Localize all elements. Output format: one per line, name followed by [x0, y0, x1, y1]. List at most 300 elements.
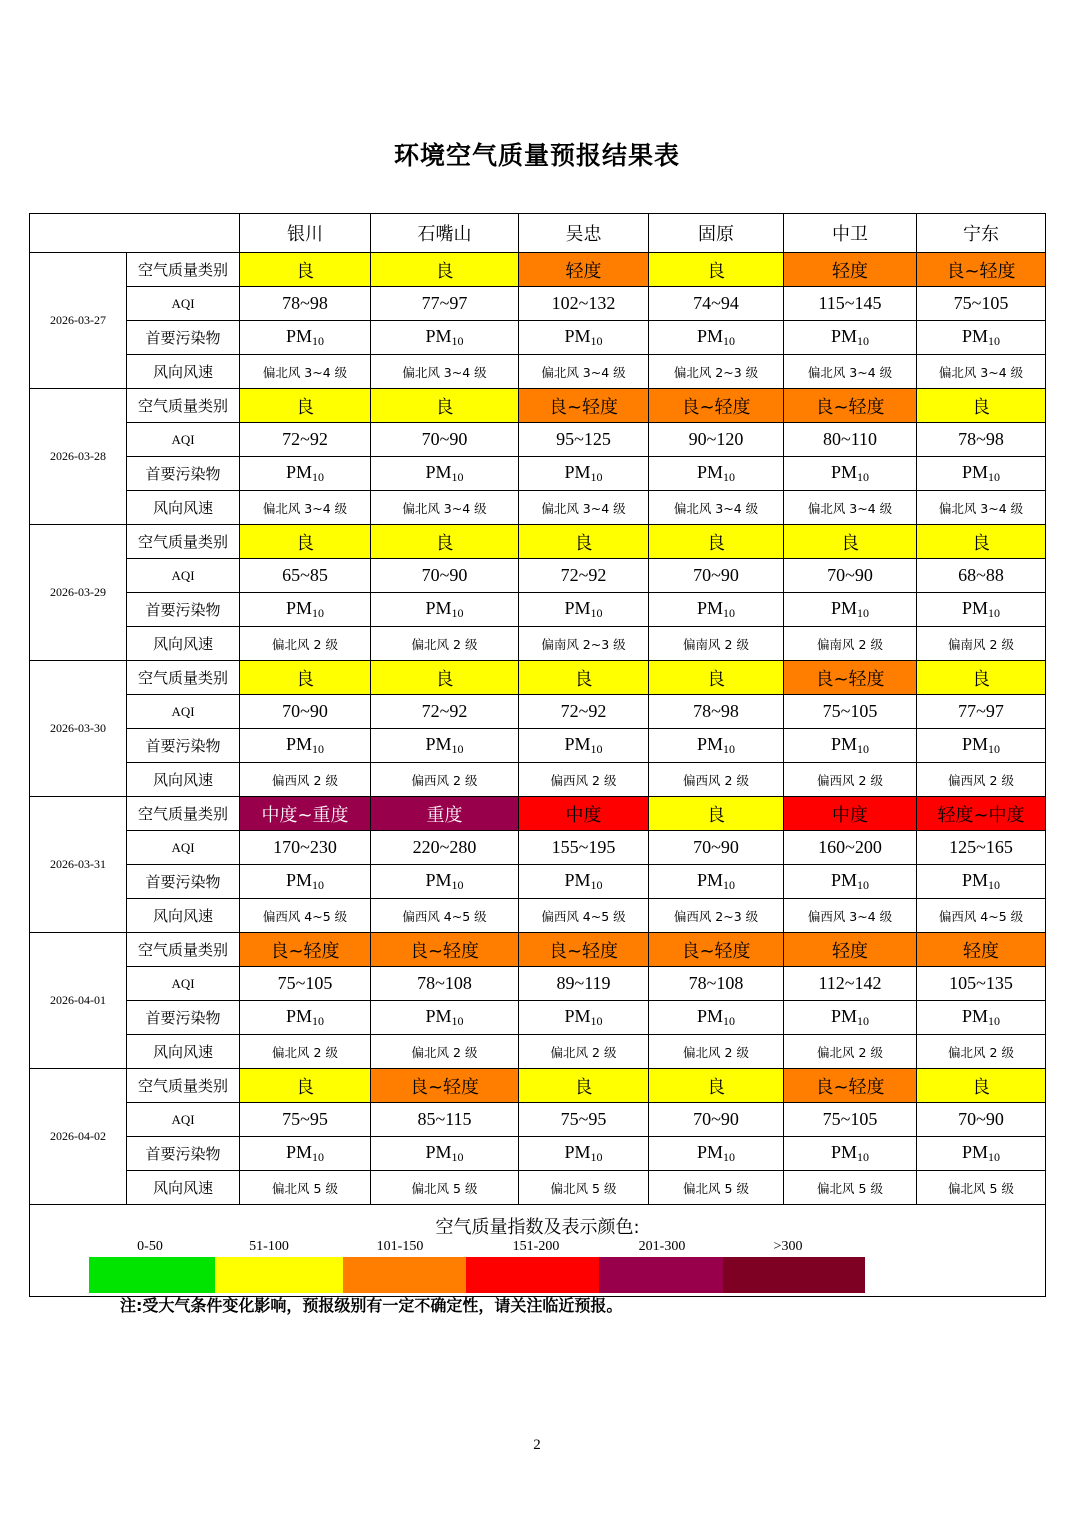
pollutant-cell	[917, 457, 1046, 491]
pollutant-cell	[371, 1137, 519, 1171]
wind-cell: 偏西风 2 级	[649, 763, 784, 797]
pollutant-subscript: 10	[857, 1150, 869, 1164]
wind-cell: 偏南风 2~3 级	[519, 627, 649, 661]
row-label-category: 空气质量类别	[127, 525, 240, 559]
row-aqi	[30, 831, 1046, 865]
legend-swatch	[599, 1257, 723, 1293]
category-cell: 良~轻度	[649, 389, 784, 423]
pollutant-subscript: 10	[312, 878, 324, 892]
row-label-category: 空气质量类别	[127, 253, 240, 287]
aqi-cell: 112~142	[784, 967, 917, 1001]
wind-cell: 偏北风 2~3 级	[649, 355, 784, 389]
category-cell: 良	[519, 525, 649, 559]
pollutant-cell	[917, 729, 1046, 763]
aqi-cell: 78~98	[240, 287, 371, 321]
pollutant-cell	[371, 1001, 519, 1035]
row-wind	[30, 1171, 1046, 1205]
row-pollutant	[30, 1137, 1046, 1171]
pollutant-cell	[784, 1001, 917, 1035]
pollutant-subscript: 10	[590, 606, 603, 620]
pollutant-name: PM	[564, 598, 591, 618]
wind-cell: 偏北风 3~4 级	[649, 491, 784, 525]
wind-cell: 偏北风 5 级	[784, 1171, 917, 1205]
pollutant-name: PM	[830, 462, 857, 482]
pollutant-cell	[240, 865, 371, 899]
row-label-pollutant: 首要污染物	[127, 593, 240, 627]
aqi-cell: 72~92	[519, 559, 649, 593]
row-label-aqi: AQI	[127, 831, 240, 865]
pollutant-subscript: 10	[312, 470, 324, 484]
pollutant-subscript: 10	[312, 334, 324, 348]
row-category	[30, 1069, 1046, 1103]
header-row	[30, 214, 1046, 253]
pollutant-cell	[371, 729, 519, 763]
category-cell: 良	[371, 389, 519, 423]
pollutant-cell	[784, 729, 917, 763]
legend	[30, 1205, 1046, 1297]
category-cell: 良~轻度	[519, 933, 649, 967]
aqi-cell: 78~108	[371, 967, 519, 1001]
category-cell: 良	[917, 389, 1046, 423]
wind-cell: 偏北风 3~4 级	[519, 491, 649, 525]
category-cell: 良	[240, 661, 371, 695]
wind-cell: 偏南风 2 级	[649, 627, 784, 661]
category-cell: 中度	[519, 797, 649, 831]
aqi-cell: 170~230	[240, 831, 371, 865]
wind-cell: 偏南风 2 级	[917, 627, 1046, 661]
row-category	[30, 253, 1046, 287]
aqi-cell: 80~110	[784, 423, 917, 457]
aqi-cell: 78~98	[917, 423, 1046, 457]
legend-label: 101-150	[376, 1239, 424, 1254]
pollutant-cell	[240, 729, 371, 763]
date-cell: 2026-03-27	[30, 253, 127, 389]
legend-title: 空气质量指数及表示颜色:	[435, 1217, 640, 1238]
row-aqi	[30, 287, 1046, 321]
pollutant-name: PM	[961, 462, 988, 482]
pollutant-name: PM	[285, 734, 312, 754]
pollutant-cell	[784, 457, 917, 491]
pollutant-subscript: 10	[988, 1014, 1000, 1028]
legend-label: 201-300	[638, 1239, 686, 1254]
row-label-wind: 风向风速	[127, 763, 240, 797]
pollutant-name: PM	[830, 870, 857, 890]
wind-cell: 偏北风 2 级	[784, 1035, 917, 1069]
row-wind	[30, 899, 1046, 933]
wind-cell: 偏北风 3~4 级	[917, 491, 1046, 525]
category-cell: 良	[649, 797, 784, 831]
aqi-cell: 70~90	[649, 559, 784, 593]
row-label-wind: 风向风速	[127, 899, 240, 933]
pollutant-subscript: 10	[723, 334, 735, 348]
aqi-cell: 68~88	[917, 559, 1046, 593]
aqi-cell: 77~97	[371, 287, 519, 321]
city-header: 中卫	[784, 214, 917, 253]
pollutant-subscript: 10	[988, 1150, 1000, 1164]
pollutant-name: PM	[696, 734, 723, 754]
pollutant-name: PM	[830, 326, 857, 346]
pollutant-name: PM	[425, 326, 452, 346]
category-cell: 良	[519, 1069, 649, 1103]
pollutant-name: PM	[696, 326, 723, 346]
category-cell: 良~轻度	[784, 389, 917, 423]
pollutant-name: PM	[564, 870, 591, 890]
row-label-aqi: AQI	[127, 559, 240, 593]
pollutant-cell	[240, 1001, 371, 1035]
row-aqi	[30, 423, 1046, 457]
pollutant-name: PM	[285, 598, 312, 618]
pollutant-cell	[371, 593, 519, 627]
wind-cell: 偏北风 3~4 级	[784, 491, 917, 525]
pollutant-subscript: 10	[451, 878, 464, 892]
aqi-cell: 125~165	[917, 831, 1046, 865]
pollutant-subscript: 10	[988, 742, 1000, 756]
pollutant-name: PM	[961, 1006, 988, 1026]
pollutant-name: PM	[830, 1006, 857, 1026]
legend-swatch	[343, 1257, 466, 1293]
wind-cell: 偏西风 2 级	[240, 763, 371, 797]
aqi-cell: 70~90	[649, 1103, 784, 1137]
pollutant-name: PM	[961, 734, 988, 754]
pollutant-cell	[784, 593, 917, 627]
row-label-pollutant: 首要污染物	[127, 1137, 240, 1171]
pollutant-subscript: 10	[590, 334, 603, 348]
row-wind	[30, 763, 1046, 797]
aqi-cell: 72~92	[371, 695, 519, 729]
wind-cell: 偏西风 2~3 级	[649, 899, 784, 933]
row-aqi	[30, 967, 1046, 1001]
category-cell: 良	[649, 1069, 784, 1103]
aqi-cell: 75~105	[784, 1103, 917, 1137]
aqi-cell: 70~90	[917, 1103, 1046, 1137]
pollutant-cell	[240, 1137, 371, 1171]
wind-cell: 偏西风 2 级	[784, 763, 917, 797]
aqi-cell: 70~90	[649, 831, 784, 865]
category-cell: 良	[649, 253, 784, 287]
pollutant-cell	[519, 865, 649, 899]
pollutant-subscript: 10	[857, 470, 869, 484]
pollutant-cell	[519, 1137, 649, 1171]
category-cell: 良~轻度	[649, 933, 784, 967]
pollutant-name: PM	[830, 1142, 857, 1162]
legend-label: 51-100	[249, 1239, 289, 1254]
aqi-cell: 78~98	[649, 695, 784, 729]
aqi-cell: 74~94	[649, 287, 784, 321]
pollutant-name: PM	[830, 598, 857, 618]
pollutant-name: PM	[696, 462, 723, 482]
category-cell: 良	[917, 525, 1046, 559]
category-cell: 良	[371, 253, 519, 287]
pollutant-subscript: 10	[312, 1150, 324, 1164]
wind-cell: 偏西风 2 级	[371, 763, 519, 797]
pollutant-subscript: 10	[312, 1014, 324, 1028]
row-label-category: 空气质量类别	[127, 661, 240, 695]
category-cell: 良~轻度	[784, 661, 917, 695]
pollutant-name: PM	[285, 462, 312, 482]
category-cell: 良	[649, 661, 784, 695]
pollutant-subscript: 10	[451, 1014, 464, 1028]
pollutant-subscript: 10	[590, 1150, 603, 1164]
pollutant-name: PM	[696, 1142, 723, 1162]
pollutant-subscript: 10	[723, 470, 735, 484]
pollutant-subscript: 10	[988, 606, 1000, 620]
aqi-cell: 95~125	[519, 423, 649, 457]
city-header: 银川	[240, 214, 371, 253]
category-cell: 良	[649, 525, 784, 559]
row-label-pollutant: 首要污染物	[127, 865, 240, 899]
wind-cell: 偏北风 2 级	[917, 1035, 1046, 1069]
wind-cell: 偏北风 2 级	[371, 1035, 519, 1069]
pollutant-subscript: 10	[988, 334, 1000, 348]
forecast-note: 注:受大气条件变化影响，预报级别有一定不确定性，请关注临近预报。	[120, 1296, 623, 1315]
category-cell: 轻度~中度	[917, 797, 1046, 831]
pollutant-cell	[519, 457, 649, 491]
pollutant-cell	[371, 321, 519, 355]
category-cell: 良~轻度	[371, 1069, 519, 1103]
wind-cell: 偏北风 2 级	[240, 1035, 371, 1069]
pollutant-cell	[649, 865, 784, 899]
wind-cell: 偏西风 3~4 级	[784, 899, 917, 933]
legend-swatch	[215, 1257, 343, 1293]
wind-cell: 偏北风 3~4 级	[240, 355, 371, 389]
row-pollutant	[30, 865, 1046, 899]
pollutant-name: PM	[425, 598, 452, 618]
category-cell: 良	[240, 525, 371, 559]
legend-row	[30, 1205, 1046, 1297]
row-label-aqi: AQI	[127, 1103, 240, 1137]
pollutant-cell	[519, 729, 649, 763]
aqi-cell: 70~90	[784, 559, 917, 593]
row-label-wind: 风向风速	[127, 627, 240, 661]
pollutant-cell	[649, 321, 784, 355]
row-label-wind: 风向风速	[127, 491, 240, 525]
row-aqi	[30, 695, 1046, 729]
row-category	[30, 933, 1046, 967]
pollutant-name: PM	[425, 1142, 452, 1162]
category-cell: 良	[519, 661, 649, 695]
pollutant-subscript: 10	[590, 470, 603, 484]
legend-label: 0-50	[137, 1239, 163, 1254]
pollutant-cell	[917, 1001, 1046, 1035]
pollutant-subscript: 10	[988, 878, 1000, 892]
pollutant-name: PM	[961, 870, 988, 890]
pollutant-name: PM	[696, 598, 723, 618]
legend-label: 151-200	[512, 1239, 560, 1254]
pollutant-name: PM	[830, 734, 857, 754]
row-label-pollutant: 首要污染物	[127, 457, 240, 491]
pollutant-cell	[649, 1001, 784, 1035]
aqi-cell: 78~108	[649, 967, 784, 1001]
pollutant-subscript: 10	[857, 1014, 869, 1028]
date-cell: 2026-03-29	[30, 525, 127, 661]
date-cell: 2026-04-02	[30, 1069, 127, 1205]
wind-cell: 偏北风 5 级	[917, 1171, 1046, 1205]
row-label-aqi: AQI	[127, 423, 240, 457]
pollutant-name: PM	[564, 1142, 591, 1162]
aqi-cell: 65~85	[240, 559, 371, 593]
aqi-cell: 70~90	[371, 423, 519, 457]
wind-cell: 偏西风 2 级	[917, 763, 1046, 797]
pollutant-cell	[917, 593, 1046, 627]
pollutant-subscript: 10	[723, 1150, 735, 1164]
pollutant-cell	[240, 457, 371, 491]
row-label-pollutant: 首要污染物	[127, 729, 240, 763]
category-cell: 良	[784, 525, 917, 559]
row-category	[30, 661, 1046, 695]
pollutant-cell	[917, 865, 1046, 899]
row-label-aqi: AQI	[127, 967, 240, 1001]
category-cell: 良	[371, 525, 519, 559]
pollutant-subscript: 10	[857, 878, 869, 892]
wind-cell: 偏北风 3~4 级	[371, 355, 519, 389]
row-pollutant	[30, 321, 1046, 355]
wind-cell: 偏北风 5 级	[371, 1171, 519, 1205]
pollutant-cell	[917, 321, 1046, 355]
pollutant-name: PM	[564, 462, 591, 482]
aqi-cell: 75~95	[519, 1103, 649, 1137]
row-pollutant	[30, 593, 1046, 627]
row-wind	[30, 627, 1046, 661]
pollutant-name: PM	[425, 462, 452, 482]
pollutant-cell	[917, 1137, 1046, 1171]
category-cell: 良~轻度	[371, 933, 519, 967]
header-corner	[30, 214, 240, 253]
aqi-cell: 70~90	[240, 695, 371, 729]
pollutant-subscript: 10	[451, 606, 464, 620]
aqi-cell: 115~145	[784, 287, 917, 321]
date-cell: 2026-03-30	[30, 661, 127, 797]
wind-cell: 偏西风 4~5 级	[917, 899, 1046, 933]
wind-cell: 偏北风 5 级	[240, 1171, 371, 1205]
row-label-category: 空气质量类别	[127, 389, 240, 423]
aqi-cell: 89~119	[519, 967, 649, 1001]
aqi-cell: 220~280	[371, 831, 519, 865]
pollutant-subscript: 10	[590, 878, 603, 892]
pollutant-name: PM	[285, 870, 312, 890]
aqi-cell: 75~105	[240, 967, 371, 1001]
pollutant-cell	[784, 1137, 917, 1171]
wind-cell: 偏北风 3~4 级	[240, 491, 371, 525]
date-cell: 2026-03-28	[30, 389, 127, 525]
aqi-cell: 70~90	[371, 559, 519, 593]
city-header: 石嘴山	[371, 214, 519, 253]
pollutant-subscript: 10	[723, 1014, 735, 1028]
row-label-aqi: AQI	[127, 695, 240, 729]
row-pollutant	[30, 1001, 1046, 1035]
aqi-cell: 160~200	[784, 831, 917, 865]
pollutant-subscript: 10	[451, 470, 464, 484]
row-label-pollutant: 首要污染物	[127, 321, 240, 355]
pollutant-name: PM	[564, 1006, 591, 1026]
pollutant-subscript: 10	[312, 606, 324, 620]
pollutant-name: PM	[425, 870, 452, 890]
pollutant-subscript: 10	[988, 470, 1000, 484]
aqi-cell: 102~132	[519, 287, 649, 321]
pollutant-name: PM	[564, 326, 591, 346]
pollutant-cell	[649, 593, 784, 627]
row-category	[30, 797, 1046, 831]
city-header: 吴忠	[519, 214, 649, 253]
category-cell: 良~轻度	[519, 389, 649, 423]
category-cell: 良	[371, 661, 519, 695]
pollutant-cell	[649, 729, 784, 763]
pollutant-subscript: 10	[590, 1014, 603, 1028]
wind-cell: 偏北风 3~4 级	[917, 355, 1046, 389]
legend-label: >300	[773, 1239, 803, 1254]
aqi-cell: 75~105	[917, 287, 1046, 321]
date-cell: 2026-04-01	[30, 933, 127, 1069]
pollutant-cell	[371, 865, 519, 899]
page-number: 2	[533, 1437, 541, 1453]
pollutant-cell	[240, 321, 371, 355]
category-cell: 轻度	[784, 933, 917, 967]
category-cell: 良	[240, 253, 371, 287]
wind-cell: 偏北风 2 级	[519, 1035, 649, 1069]
pollutant-cell	[519, 1001, 649, 1035]
pollutant-name: PM	[285, 1006, 312, 1026]
wind-cell: 偏北风 2 级	[371, 627, 519, 661]
wind-cell: 偏北风 5 级	[519, 1171, 649, 1205]
category-cell: 良	[240, 389, 371, 423]
aqi-cell: 155~195	[519, 831, 649, 865]
category-cell: 良~轻度	[917, 253, 1046, 287]
wind-cell: 偏南风 2 级	[784, 627, 917, 661]
pollutant-name: PM	[285, 1142, 312, 1162]
pollutant-subscript: 10	[590, 742, 603, 756]
aqi-cell: 72~92	[240, 423, 371, 457]
pollutant-name: PM	[961, 1142, 988, 1162]
row-pollutant	[30, 457, 1046, 491]
row-label-category: 空气质量类别	[127, 1069, 240, 1103]
wind-cell: 偏西风 2 级	[519, 763, 649, 797]
pollutant-cell	[649, 1137, 784, 1171]
pollutant-subscript: 10	[723, 878, 735, 892]
wind-cell: 偏北风 3~4 级	[519, 355, 649, 389]
legend-labels	[30, 1239, 1045, 1257]
pollutant-cell	[784, 865, 917, 899]
category-cell: 良~轻度	[784, 1069, 917, 1103]
pollutant-cell	[649, 457, 784, 491]
category-cell: 轻度	[519, 253, 649, 287]
wind-cell: 偏北风 2 级	[240, 627, 371, 661]
city-header: 宁东	[917, 214, 1046, 253]
category-cell: 良~轻度	[240, 933, 371, 967]
wind-cell: 偏北风 3~4 级	[371, 491, 519, 525]
row-label-category: 空气质量类别	[127, 797, 240, 831]
pollutant-subscript: 10	[857, 334, 869, 348]
legend-swatch	[89, 1257, 215, 1293]
pollutant-cell	[519, 321, 649, 355]
aqi-cell: 72~92	[519, 695, 649, 729]
pollutant-name: PM	[961, 598, 988, 618]
category-cell: 轻度	[784, 253, 917, 287]
wind-cell: 偏北风 2 级	[649, 1035, 784, 1069]
legend-swatch	[723, 1257, 865, 1293]
wind-cell: 偏西风 4~5 级	[519, 899, 649, 933]
wind-cell: 偏北风 5 级	[649, 1171, 784, 1205]
aqi-cell: 90~120	[649, 423, 784, 457]
pollutant-name: PM	[961, 326, 988, 346]
category-cell: 良	[917, 661, 1046, 695]
row-wind	[30, 355, 1046, 389]
wind-cell: 偏北风 3~4 级	[784, 355, 917, 389]
row-aqi	[30, 559, 1046, 593]
row-wind	[30, 1035, 1046, 1069]
aqi-cell: 85~115	[371, 1103, 519, 1137]
row-pollutant	[30, 729, 1046, 763]
category-cell: 中度~重度	[240, 797, 371, 831]
pollutant-subscript: 10	[312, 742, 324, 756]
